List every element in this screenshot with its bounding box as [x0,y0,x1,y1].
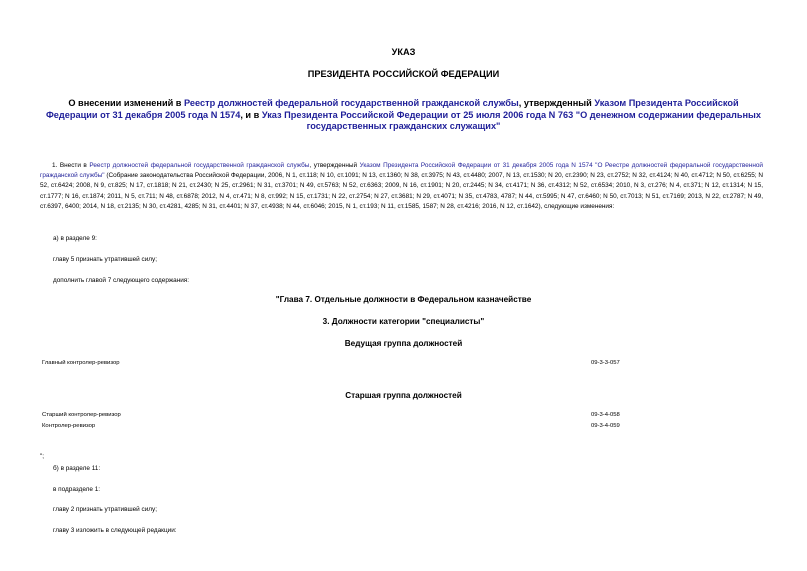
title-text-3: , и в [240,109,262,120]
table-row [42,360,765,366]
item-b3: главу 3 изложить в следующей редакции: [53,527,177,534]
document-title [42,98,765,133]
title-link-decree-1574[interactable]: Указом Президента Российской Федерации от 31 декабря 2005 года N 1574 [45,98,739,120]
title-link-decree-763[interactable]: Указ Президента Российской Федерации от 25 июля 2006 года N 763 "О денежном содержании федеральных государственных гражданских служащих" [261,109,762,131]
para1-link-registry[interactable]: Реестр должностей федеральной государственной гражданской службы [89,162,310,169]
position-code: 09-3-4-059 [591,423,620,429]
position-name: Главный контролер-ревизор [42,360,120,366]
title-link-registry[interactable]: Реестр должностей федеральной государственной гражданской службы [184,98,519,108]
header-president: ПРЕЗИДЕНТА РОССИЙСКОЙ ФЕДЕРАЦИИ [307,69,500,79]
para1-link-decree[interactable]: Указом Президента Российской Федерации от 31 декабря 2005 года N 1574 "О Реестре должностей федеральной государственной гражданской службы" [40,162,763,180]
item-b1: в подразделе 1: [53,486,101,493]
position-code: 09-3-4-058 [591,412,620,418]
closing-quote: "; [40,453,45,460]
item-a: а) в разделе 9: [53,235,97,242]
para1-text-2: , утвержденный [309,162,360,169]
group-title-leading: Ведущая группа должностей [344,339,463,348]
table-row [42,412,765,418]
position-name: Контролер-ревизор [42,423,96,429]
item-a1: главу 5 признать утратившей силу; [53,256,157,263]
item-a2: дополнить главой 7 следующего содержания: [53,277,190,284]
section-title: 3. Должности категории "специалисты" [322,317,485,326]
header-ukaz: УКАЗ [391,47,416,57]
item-b2: главу 2 признать утратившей силу; [53,506,157,513]
title-text-1: О внесении изменений в [68,98,184,108]
paragraph-1 [40,161,763,212]
para1-text-1: 1. Внести в [52,162,90,169]
chapter-title: "Глава 7. Отдельные должности в Федеральном казначействе [275,295,532,304]
position-code: 09-3-3-057 [591,360,620,366]
item-b: б) в разделе 11: [53,465,101,472]
group-title-senior: Старшая группа должностей [345,391,462,400]
para1-text-3: (Собрание законодательства Российской Федерации, 2006, N 1, ст.118; N 10, ст.1091; N 13, ст.1360; N 38, ст.3975; N 43, ст.4480; 2007, N 13, ст.1530; N 20, ст.2390; N 23, ст.2752; N 32, ст.4124; N 40, ст.4712; N 50, ст.6255; N 52, ст.6424; 2008, N 9, ст.825; N 17, ст.1818; N 21, ст.2430; N 25, ст.2961; N 31, ст.3701; N 49, ст.5763; N 52, ст.6363; 2009, N 16, ст.1901; N 20, ст.2445; N 34, ст.4171; N 36, ст.4312; N 52, ст.6534; 2010, N 3, ст.276; N 4, ст.371; N 12, ст.1314; N 15, ст.1777; N 16, ст.1874; 2011, N 5, ст.711; N 48, ст.6878; 2012, N 4, ст.471; N 8, ст.992; N 15, ст.1731; N 22, ст.2754; N 27, ст.3681; N 29, ст.4071; N 35, ст.4783, 4787; N 44, ст.5995; N 47, ст.6460; N 50, ст.7013; N 51, ст.7169; 2013, N 22, ст.2787; N 49, ст.6397, 6400; 2014, N 18, ст.2135; N 30, ст.4281, 4285; N 31, ст.4401; N 37, ст.4938; N 44, ст.6046; 2015, N 1, ст.193; N 11, ст.1585, 1587; N 28, ст.4216; 2016, N 12, ст.1642), следующие изменения: [40,172,763,210]
position-name: Старший контролер-ревизор [42,412,121,418]
title-text-2: , утвержденный [518,98,595,108]
table-row [42,423,765,429]
